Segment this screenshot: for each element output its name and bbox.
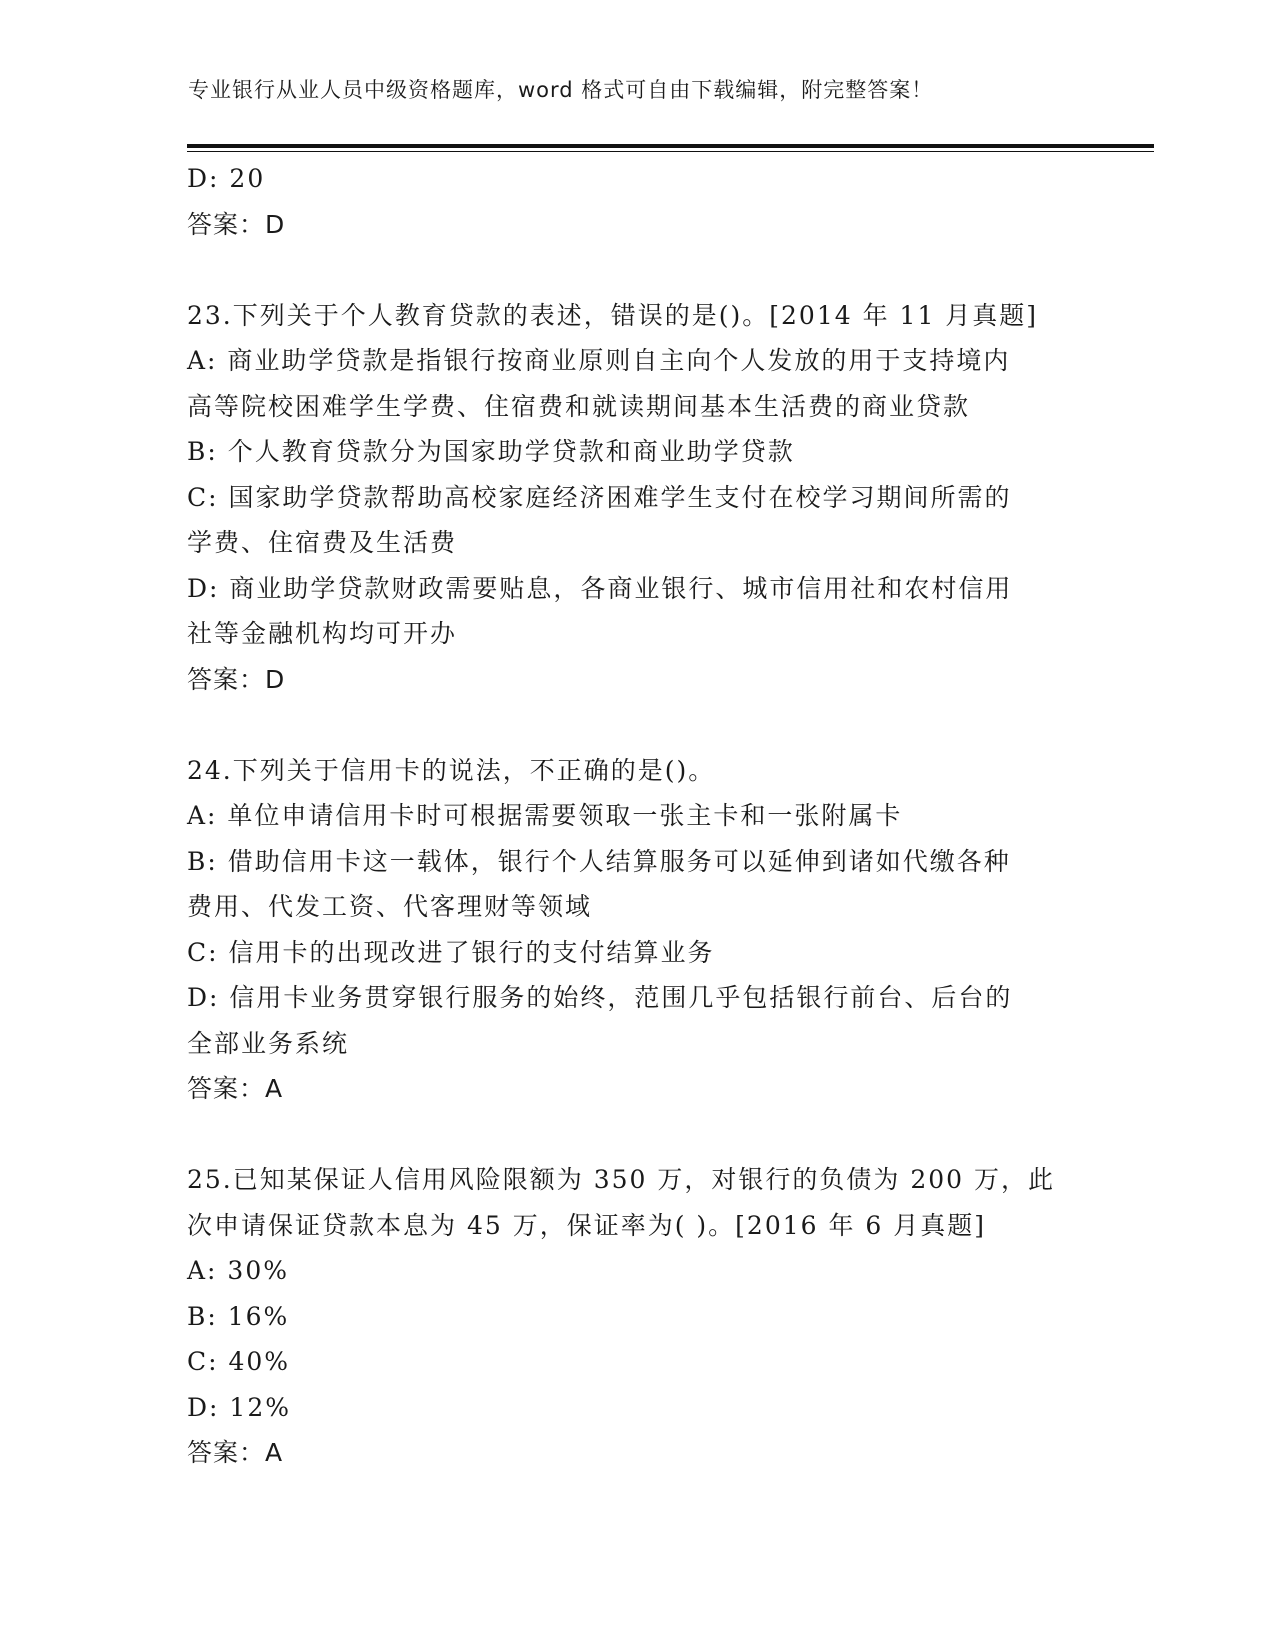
question-23-option-b: B: 个人教育贷款分为国家助学贷款和商业助学贷款 (187, 437, 795, 466)
question-25-option-b: B: 16% (187, 1301, 290, 1331)
question-24-option-d: D: 信用卡业务贯穿银行服务的始终，范围几乎包括银行前台、后台的 (187, 983, 1013, 1012)
header-rule-thin (187, 151, 1154, 152)
question-block-25 (187, 1157, 1087, 1476)
question-24-stem: 24.下列关于信用卡的说法，不正确的是()。 (187, 755, 716, 785)
question-content (187, 156, 1087, 1476)
question-25-stem: 25.已知某保证人信用风险限额为 350 万，对银行的负债为 200 万，此 (187, 1165, 1055, 1194)
question-23-stem: 23.下列关于个人教育贷款的表述，错误的是()。[2014 年 11 月真题] (187, 300, 1039, 330)
question-24-option-b-cont: 费用、代发工资、代客理财等领域 (187, 892, 593, 921)
question-block-24 (187, 748, 1087, 1112)
question-23-answer: 答案：D (187, 664, 286, 694)
question-23-option-c: C: 国家助学贷款帮助高校家庭经济困难学生支付在校学习期间所需的 (187, 482, 1012, 512)
question-23-option-d: D: 商业助学贷款财政需要贴息，各商业银行、城市信用社和农村信用 (187, 573, 1013, 603)
question-24-option-a: A: 单位申请信用卡时可根据需要领取一张主卡和一张附属卡 (187, 801, 903, 830)
document-header: 专业银行从业人员中级资格题库，word 格式可自由下载编辑，附完整答案！ (188, 78, 934, 102)
header-rule-thick (187, 144, 1154, 148)
answer-line: 答案：D (187, 209, 286, 239)
question-25-stem-cont: 次申请保证贷款本息为 45 万，保证率为( )。[2016 年 6 月真题] (187, 1210, 987, 1240)
question-block-23 (187, 293, 1087, 703)
question-24-option-b: B: 借助信用卡这一载体，银行个人结算服务可以延伸到诸如代缴各种 (187, 846, 1011, 876)
question-23-option-d-cont: 社等金融机构均可开办 (187, 619, 458, 648)
question-25-option-c: C: 40% (187, 1347, 291, 1376)
question-23-option-a: A: 商业助学贷款是指银行按商业原则自主向个人发放的用于支持境内 (187, 346, 1011, 375)
question-23-option-a-cont: 高等院校困难学生学费、住宿费和就读期间基本生活费的商业贷款 (187, 391, 971, 421)
question-24-answer: 答案：A (187, 1074, 284, 1103)
question-24-option-d-cont: 全部业务系统 (187, 1028, 350, 1058)
question-24-option-c: C: 信用卡的出现改进了银行的支付结算业务 (187, 937, 715, 967)
question-25-option-d: D: 12% (187, 1392, 291, 1422)
option-d: D: 20 (187, 164, 266, 193)
question-23-option-c-cont: 学费、住宿费及生活费 (187, 528, 458, 557)
question-25-answer: 答案：A (187, 1438, 284, 1467)
question-25-option-a: A: 30% (187, 1256, 289, 1285)
